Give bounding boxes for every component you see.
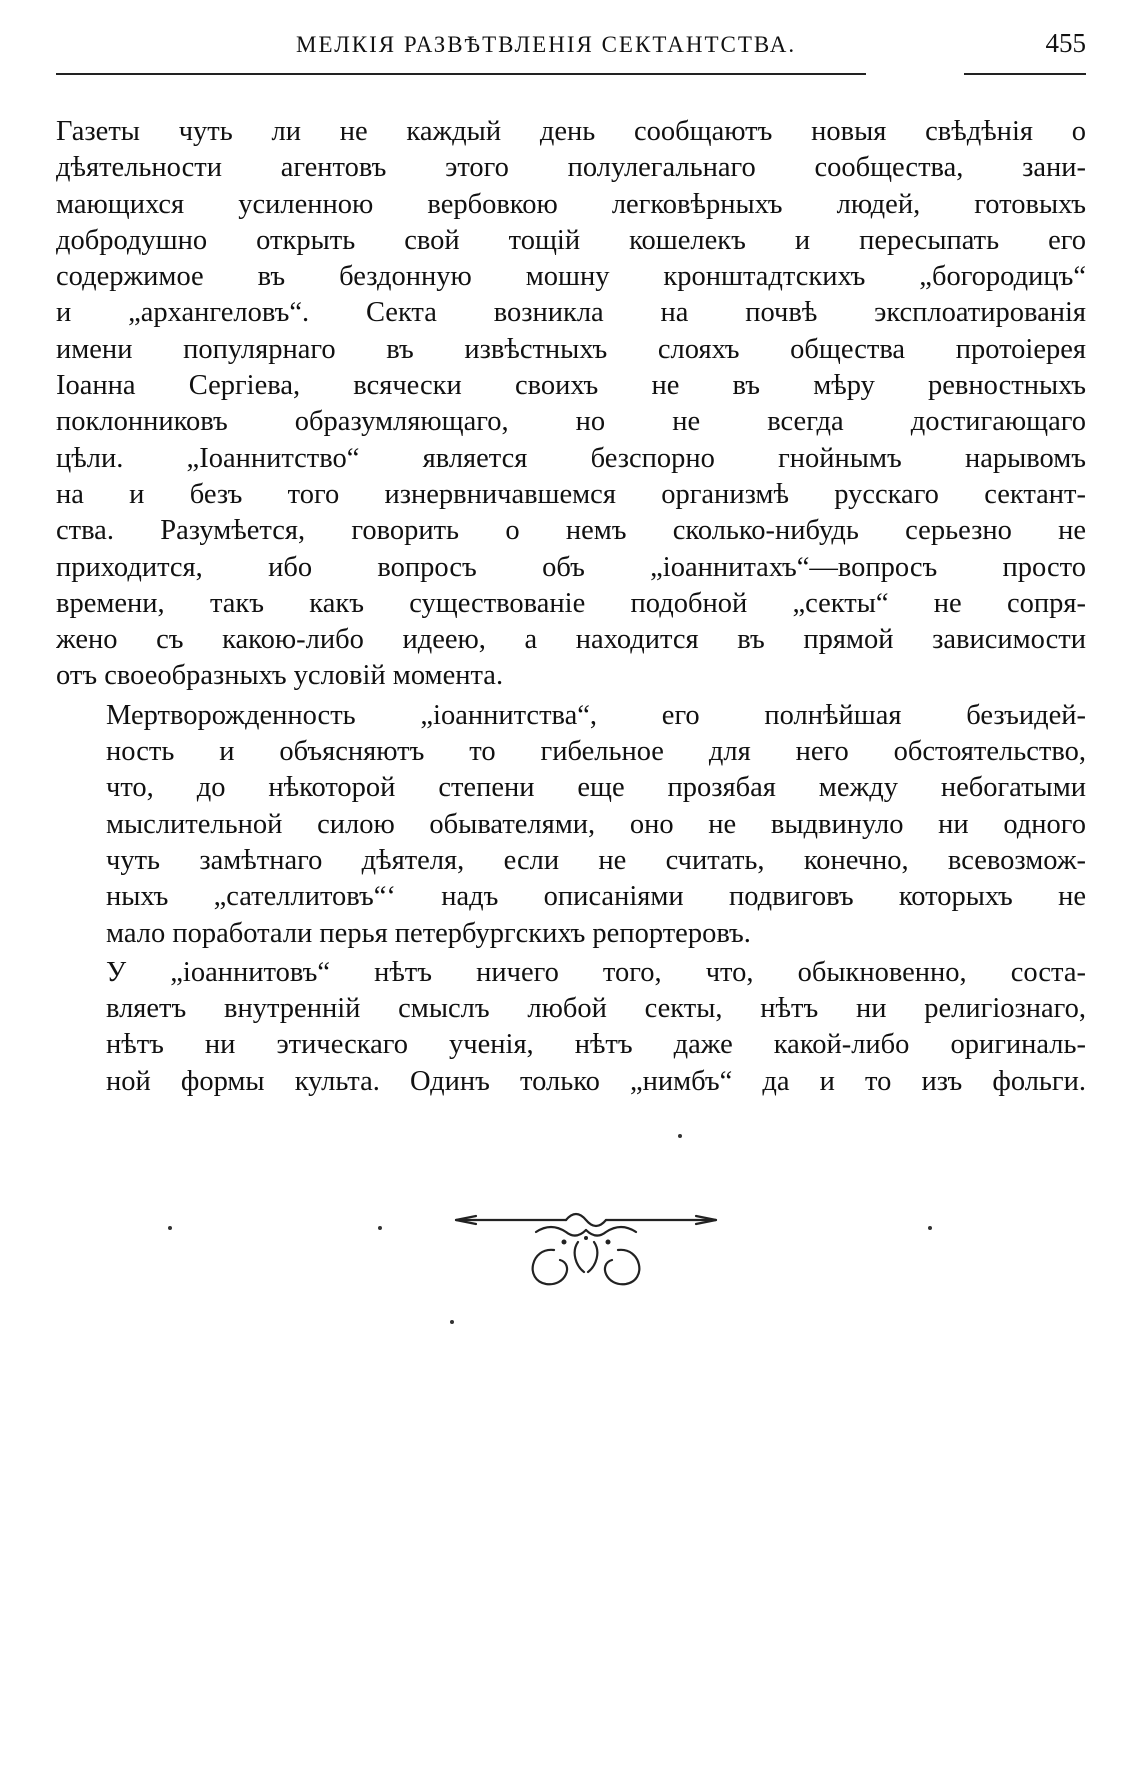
header-rule-short	[964, 73, 1086, 75]
print-speck	[378, 1226, 382, 1230]
paragraph-3	[56, 955, 1086, 1100]
text-line: имени популярнаго въ извѣстныхъ слояхъ общества протоіерея	[56, 333, 1086, 365]
text-line: мающихся усиленною вербовкою легковѣрныхъ людей, готовыхъ	[56, 188, 1086, 220]
text-line: Мертворожденность „іоаннитства“, его полнѣйшая безъидей-	[106, 699, 1086, 731]
text-line: У „іоаннитовъ“ нѣтъ ничего того, что, обыкновенно, соста-	[106, 956, 1086, 988]
paragraph-1	[56, 114, 1086, 695]
text-line: на и безъ того изнервничавшемся организмѣ русскаго сектант-	[56, 478, 1086, 510]
running-title: МЕЛКІЯ РАЗВѢТВЛЕНІЯ СЕКТАНТСТВА.	[296, 32, 797, 57]
text-line: ныхъ „сателлитовъ“‘ надъ описаніями подвиговъ которыхъ не	[106, 881, 1086, 913]
print-speck	[928, 1226, 932, 1230]
text-line: приходится, ибо вопросъ объ „іоаннитахъ“—вопросъ просто	[56, 551, 1086, 583]
text-line: времени, такъ какъ существованіе подобной „секты“ не сопря-	[56, 587, 1086, 619]
text-line: что, до нѣкоторой степени еще прозябая между небогатыми	[106, 772, 1086, 804]
print-speck	[678, 1134, 682, 1138]
text-line: цѣли. „Іоаннитство“ является безспорно гнойнымъ нарывомъ	[56, 442, 1086, 474]
text-line: мыслительной силою обывателями, оно не выдвинуло ни одного	[106, 808, 1086, 840]
running-head	[56, 26, 1086, 66]
text-line: жено съ какою-либо идеею, а находится въ прямой зависимости	[56, 624, 1086, 656]
text-line: ства. Разумѣется, говорить о немъ сколько-нибудь серьезно не	[56, 515, 1086, 547]
text-line: чуть замѣтнаго дѣятеля, если не считать, конечно, всевозмож-	[106, 844, 1086, 876]
body-text	[56, 114, 1086, 1100]
text-line: и „архангеловъ“. Секта возникла на почвѣ эксплоатированія	[56, 297, 1086, 329]
text-line: дѣятельности агентовъ этого полулегальнаго сообщества, зани-	[56, 152, 1086, 184]
text-line: ность и объясняютъ то гибельное для него обстоятельство,	[106, 736, 1086, 768]
text-line: нѣтъ ни этическаго ученія, нѣтъ даже какой-либо оригиналь-	[106, 1029, 1086, 1061]
paragraph-2	[56, 698, 1086, 952]
header-rule	[56, 73, 866, 75]
print-speck	[168, 1226, 172, 1230]
text-line: мало поработали перья петербургскихъ репортеровъ.	[106, 917, 751, 949]
text-line: вляетъ внутренній смыслъ любой секты, нѣтъ ни религіознаго,	[106, 993, 1086, 1025]
text-line: Газеты чуть ли не каждый день сообщаютъ новыя свѣдѣнія о	[56, 116, 1086, 147]
book-page	[56, 0, 1086, 1777]
text-line: поклонниковъ образумляющаго, но не всегда достигающаго	[56, 406, 1086, 438]
tailpiece-ornament-icon	[436, 1192, 736, 1302]
print-speck	[450, 1320, 454, 1324]
text-line: добродушно открыть свой тощій кошелекъ и пересыпать его	[56, 224, 1086, 256]
page-number: 455	[1045, 28, 1086, 58]
text-line: Іоанна Сергіева, всячески своихъ не въ мѣру ревностныхъ	[56, 370, 1086, 402]
text-line: ной формы культа. Одинъ только „нимбъ“ да и то изъ фольги.	[106, 1065, 1086, 1097]
text-line: отъ своеобразныхъ условій момента.	[56, 660, 504, 692]
text-line: содержимое въ бездонную мошну кронштадтскихъ „богородицъ“	[56, 261, 1086, 293]
